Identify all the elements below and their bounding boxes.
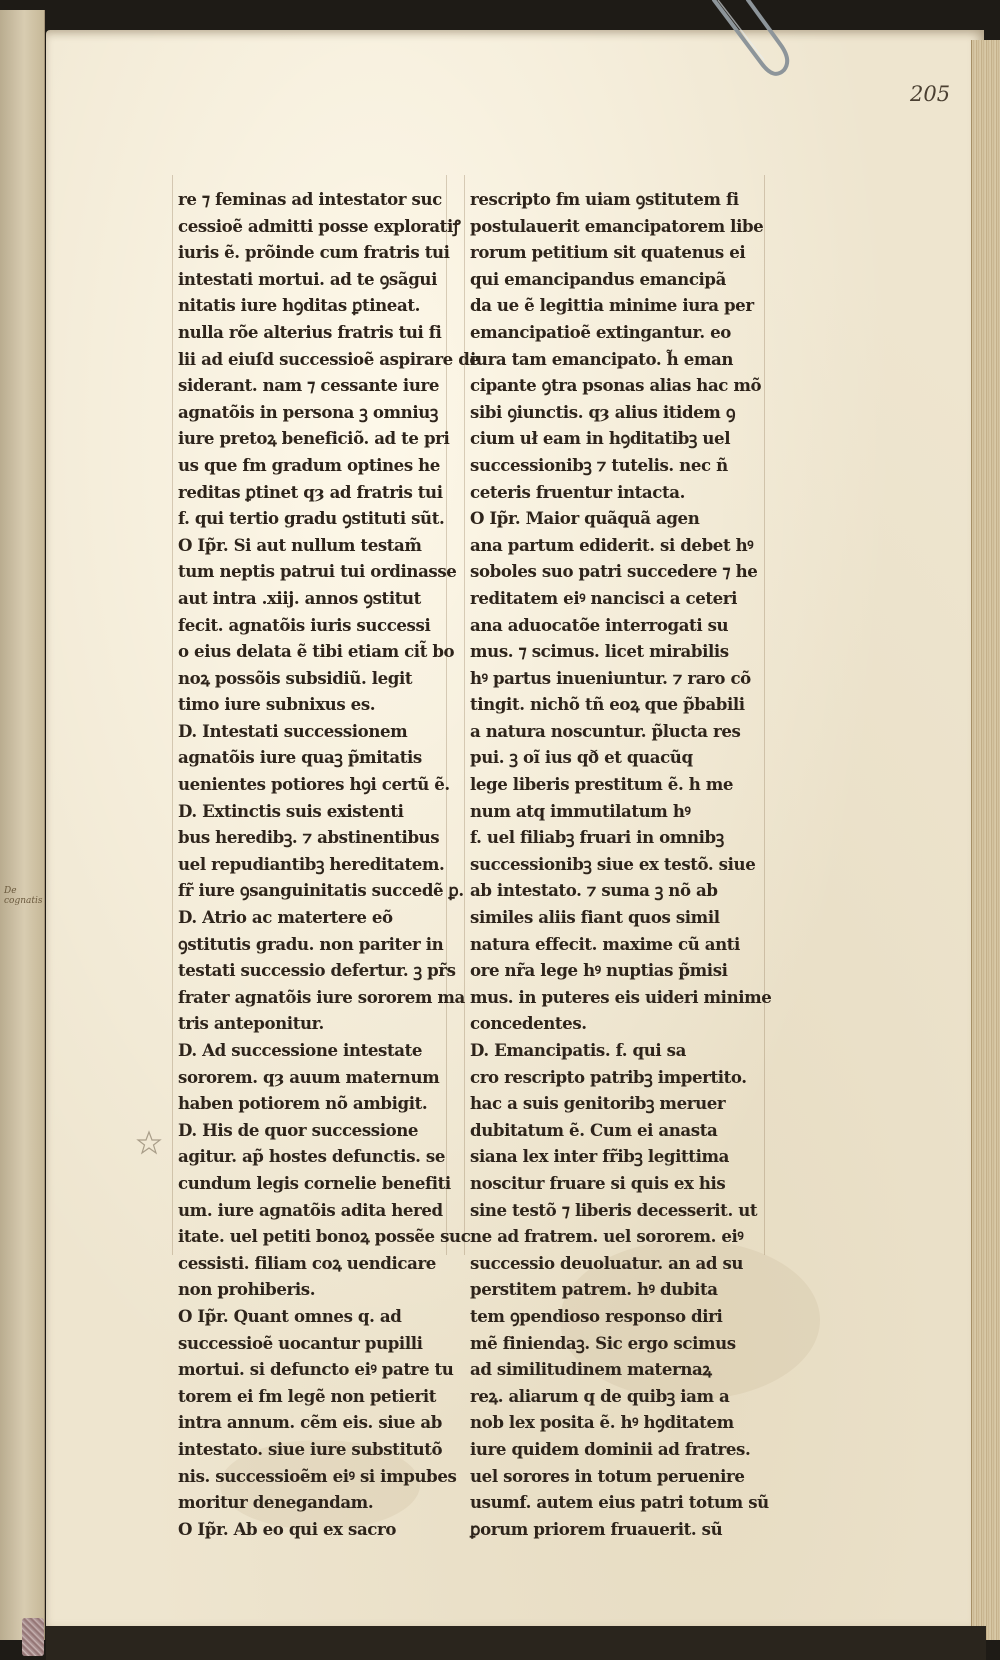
text-line: bus heredibꝫ. ⁊ abstinentibus [178, 827, 440, 848]
text-line: re ⁊ feminas ad intestator suc [178, 189, 442, 209]
text-line: moritur denegandam. [178, 1492, 374, 1513]
text-line: soboles suo patri succedere ⁊ he [470, 561, 758, 582]
text-line: hac a suis genitoribꝫ meruer [470, 1093, 726, 1114]
text-line: cro rescripto patribꝫ impertito. [470, 1066, 747, 1087]
binding-tie [22, 1618, 44, 1656]
text-line: timo iure subnixus es. [178, 694, 376, 715]
text-line: qui emancipandus emancipã [470, 268, 726, 289]
text-line: iuris ẽ. prõinde cum fratris tui [178, 242, 450, 263]
text-line: intestato. siue iure substitutõ [178, 1438, 443, 1459]
text-line: cium uł eam in hꝯditatibꝫ uel [470, 428, 731, 449]
text-line: rorum petitium sit quatenus ei [470, 242, 746, 263]
text-line: haben potiorem nõ ambigit. [178, 1093, 428, 1114]
text-line: sibi ꝯiunctis. qȝ alius itidem ꝯ [470, 401, 736, 422]
margin-note: De cognatis [4, 886, 43, 906]
text-line: rescripto fm uiam ꝯstitutem fi [470, 189, 739, 209]
text-line: frater agnatõis iure sororem ma [178, 986, 465, 1007]
text-line: O Ip̃r. Maior quãquã agen [470, 508, 700, 529]
text-line: noꝝ possõis subsidiũ. legit [178, 667, 413, 688]
text-line: nulla rõe alterius fratris tui fi [178, 321, 442, 342]
text-line: num atq immutilatum hꝰ [470, 800, 691, 821]
text-line: ne ad fratrem. uel sororem. eiꝰ [470, 1226, 744, 1247]
text-line: usumf. autem eius patri totum sũ [470, 1492, 769, 1513]
text-line: ꝑorum priorem fruauerit. sũ [470, 1518, 723, 1539]
text-line: D. Atrio ac matertere eõ [178, 907, 393, 928]
text-line: iure pretoꝝ beneficiõ. ad te pri [178, 428, 450, 449]
text-line: us que fm gradum optines he [178, 454, 440, 475]
text-line: successionibꝫ ⁊ tutelis. nec ñ [470, 454, 728, 475]
paper-clip-icon [708, 0, 788, 86]
text-line: testati successio defertur. ꝫ pr̃s [178, 960, 456, 981]
text-line: agnatõis iure quaꝫ p̃mitatis [178, 747, 422, 768]
text-line: f. uel filiabꝫ fruari in omnibꝫ [470, 827, 724, 848]
text-line: successio deuoluatur. an ad su [470, 1252, 744, 1273]
text-line: cessioẽ admitti posse exploratiꝭ [178, 215, 461, 236]
text-line: mus. in puteres eis uideri minime [470, 986, 772, 1007]
text-line: o eius delata ẽ tibi etiam cit̃ bo [178, 641, 455, 662]
text-line: perstitem patrem. hꝰ dubita [470, 1279, 718, 1300]
text-line: nis. successioẽm eiꝰ si impubes [178, 1465, 457, 1486]
text-line: natura effecit. maxime cũ anti [470, 933, 740, 954]
text-line: tem ꝯpendioso responso diri [470, 1305, 723, 1326]
text-line: sororem. qȝ auum maternum [178, 1066, 440, 1087]
text-line: mus. ⁊ scimus. licet mirabilis [470, 641, 729, 662]
text-line: D. Intestati successionem [178, 720, 408, 741]
right-text-column [470, 186, 772, 1542]
text-line: iura tam emancipato. h̃ eman [470, 348, 734, 369]
text-line: ore nr̃a lege hꝰ nuptias p̃misi [470, 960, 728, 981]
text-line: a natura noscuntur. p̃lucta res [470, 720, 741, 741]
text-line: hꝰ partus inueniuntur. ⁊ raro cõ [470, 667, 751, 688]
folio-number: 205 [910, 82, 951, 106]
text-line: pui. ꝫ oĩ ius qð et quacũq [470, 747, 693, 768]
text-line: dubitatum ẽ. Cum ei anasta [470, 1119, 718, 1140]
text-line: uenientes potiores hꝯi certũ ẽ. [178, 774, 450, 795]
text-line: postulauerit emancipatorem libe [470, 215, 764, 236]
text-line: ab intestato. ⁊ suma ꝫ nõ ab [470, 880, 718, 901]
text-line: nob lex posita ẽ. hꝰ hꝯditatem [470, 1412, 734, 1433]
bottom-edge [46, 1626, 986, 1660]
text-line: tris anteponitur. [178, 1013, 324, 1034]
text-line: um. iure agnatõis adita hered [178, 1199, 443, 1220]
text-line: siderant. nam ⁊ cessante iure [178, 375, 439, 396]
text-line: D. His de quor successione [178, 1119, 419, 1140]
text-line: ceteris fruentur intacta. [470, 481, 685, 502]
text-line: f. qui tertio gradu ꝯstituti sũt. [178, 508, 445, 529]
text-line: reꝝ. aliarum q de quibꝫ iam a [470, 1385, 730, 1406]
previous-leaf-edge [0, 10, 45, 1640]
text-line: D. Ad successione intestate [178, 1040, 423, 1060]
text-line: ꝯstitutis gradu. non pariter in [178, 933, 444, 954]
text-line: agitur. ap̃ hostes defunctis. se [178, 1146, 446, 1167]
text-line: cipante ꝯtra psonas alias hac mõ [470, 375, 762, 396]
text-line: D. Extinctis suis existenti [178, 800, 404, 821]
text-line: ana partum ediderit. si debet hꝰ [470, 534, 754, 555]
text-line: concedentes. [470, 1013, 587, 1034]
text-line: O Ip̃r. Si aut nullum testam̃ [178, 534, 422, 555]
text-line: successioẽ uocantur pupilli [178, 1332, 423, 1353]
text-line: D. Emancipatis. f. qui sa [470, 1040, 686, 1060]
text-line: fr̃ iure ꝯsanguinitatis succedẽ ꝑ. [178, 880, 464, 901]
text-line: mẽ finiendaꝫ. Sic ergo scimus [470, 1332, 736, 1353]
text-line: successionibꝫ siue ex testõ. siue [470, 853, 756, 874]
text-line: sine testõ ⁊ liberis decesserit. ut [470, 1199, 758, 1220]
ruling-line [464, 175, 465, 1255]
text-line: aut intra .xiij. annos ꝯstitut [178, 587, 421, 608]
text-line: nitatis iure hꝯditas ꝑtineat. [178, 295, 420, 316]
text-line: iure quidem dominii ad fratres. [470, 1438, 751, 1459]
text-line: O Ip̃r. Quant omnes q. ad [178, 1305, 402, 1326]
text-line: non prohiberis. [178, 1279, 316, 1300]
text-line: cessisti. filiam coꝝ uendicare [178, 1252, 436, 1273]
text-line: itate. uel petiti bonoꝝ possẽe suc [178, 1226, 471, 1247]
text-line: reditatem eiꝰ nancisci a ceteri [470, 587, 738, 608]
text-line: tingit. nichõ tñ eoꝝ que p̃babili [470, 694, 745, 715]
text-line: agnatõis in persona ꝫ omniuꝫ [178, 401, 438, 422]
text-line: similes aliis fiant quos simil [470, 907, 720, 928]
text-line: uel repudiantibꝫ hereditatem. [178, 853, 445, 874]
text-line: tum neptis patrui tui ordinasse [178, 561, 457, 582]
text-line: O Ip̃r. Ab eo qui ex sacro [178, 1518, 397, 1539]
fore-edge-pages [971, 40, 1000, 1640]
text-line: mortui. si defuncto eiꝰ patre tu [178, 1359, 454, 1380]
text-line: ana aduocatõe interrogati su [470, 614, 729, 635]
left-text-column [178, 186, 480, 1542]
ruling-line [446, 175, 447, 1255]
star-mark-icon [136, 1130, 162, 1156]
ruling-line [172, 175, 173, 1255]
text-line: lii ad eiuſd successioẽ aspirare de [178, 348, 480, 369]
text-line: reditas ꝑtinet qȝ ad fratris tui [178, 481, 443, 502]
text-line: cundum legis cornelie benefiti [178, 1172, 451, 1193]
text-line: intestati mortui. ad te ꝯsãgui [178, 268, 437, 289]
text-line: fecit. agnatõis iuris successi [178, 614, 431, 635]
text-line: ad similitudinem maternaꝝ [470, 1359, 712, 1380]
text-line: torem ei fm legẽ non petierit [178, 1385, 437, 1406]
text-line: lege liberis prestitum ẽ. h me [470, 774, 734, 795]
ruling-line [764, 175, 765, 1255]
text-line: da ue ẽ legittia minime iura per [470, 295, 754, 316]
text-line: siana lex inter fr̃ibꝫ legittima [470, 1146, 729, 1167]
text-line: uel sorores in totum peruenire [470, 1465, 745, 1486]
text-line: noscitur fruare si quis ex his [470, 1172, 726, 1193]
text-line: intra annum. cẽm eis. siue ab [178, 1412, 442, 1433]
text-line: emancipatioẽ extingantur. eo [470, 321, 731, 342]
